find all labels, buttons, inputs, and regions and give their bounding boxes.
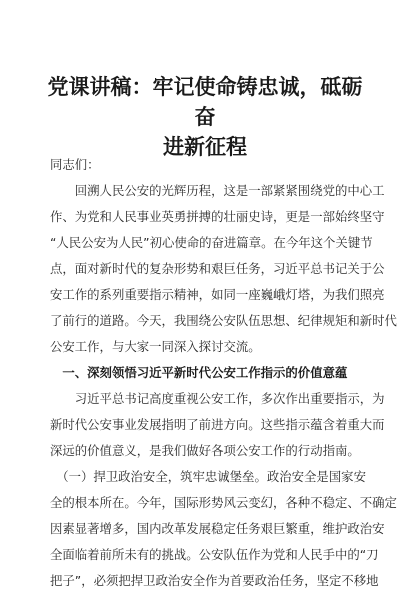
section-heading: 一、深刻领悟习近平新时代公安工作指示的价值意蕴 [50, 365, 348, 380]
document-body [50, 152, 397, 594]
paragraph-line: 公安工作，与大家一同深入探讨交流。 [50, 339, 261, 354]
paragraph-line: 全面临着前所未有的挑战。公安队伍作为党和人民手中的“刀 [50, 547, 379, 562]
paragraph-line: “人民公安为人民”初心使命的奋进篇章。在今年这个关键节 [50, 235, 373, 250]
paragraph-line: 因素显著增多，国内改革发展稳定任务艰巨繁重，维护政治安 [50, 521, 385, 536]
title-line-1: 党课讲稿：牢记使命铸忠诚，砥砺奋 [47, 75, 363, 129]
paragraph-line: （一）捍卫政治安全，筑牢忠诚堡垒。政治安全是国家安 [50, 469, 366, 484]
paragraph-line: 全的根本所在。今年，国际形势风云变幻，各种不稳定、不确定 [50, 495, 397, 510]
paragraph-line: 点，面对新时代的复杂形势和艰巨任务，习近平总书记关于公 [50, 261, 385, 276]
document-title [40, 72, 370, 162]
paragraph-line: 深远的价值意义，是我们做好各项公安工作的行动指南。 [50, 443, 360, 458]
title-line-2: 进新征程 [163, 135, 247, 159]
paragraph-line: 回溯人民公安的光辉历程，这是一部紧紧围绕党的中心工 [50, 183, 385, 198]
paragraph-line: 同志们： [50, 157, 100, 172]
paragraph-line: 把子”，必须把捍卫政治安全作为首要政治任务，坚定不移地 [50, 573, 379, 588]
paragraph-line: 了前行的道路。今天，我围绕公安队伍思想、纪律规矩和新时代 [50, 313, 397, 328]
paragraph-line: 新时代公安事业发展指明了前进方向。这些指示蕴含着重大而 [50, 417, 385, 432]
paragraph-line: 习近平总书记高度重视公安工作，多次作出重要指示，为 [50, 391, 385, 406]
paragraph-line: 作、为党和人民事业英勇拼搏的壮丽史诗，更是一部始终坚守 [50, 209, 385, 224]
paragraph-line: 安工作的系列重要指示精神，如同一座巍峨灯塔，为我们照亮 [50, 287, 385, 302]
